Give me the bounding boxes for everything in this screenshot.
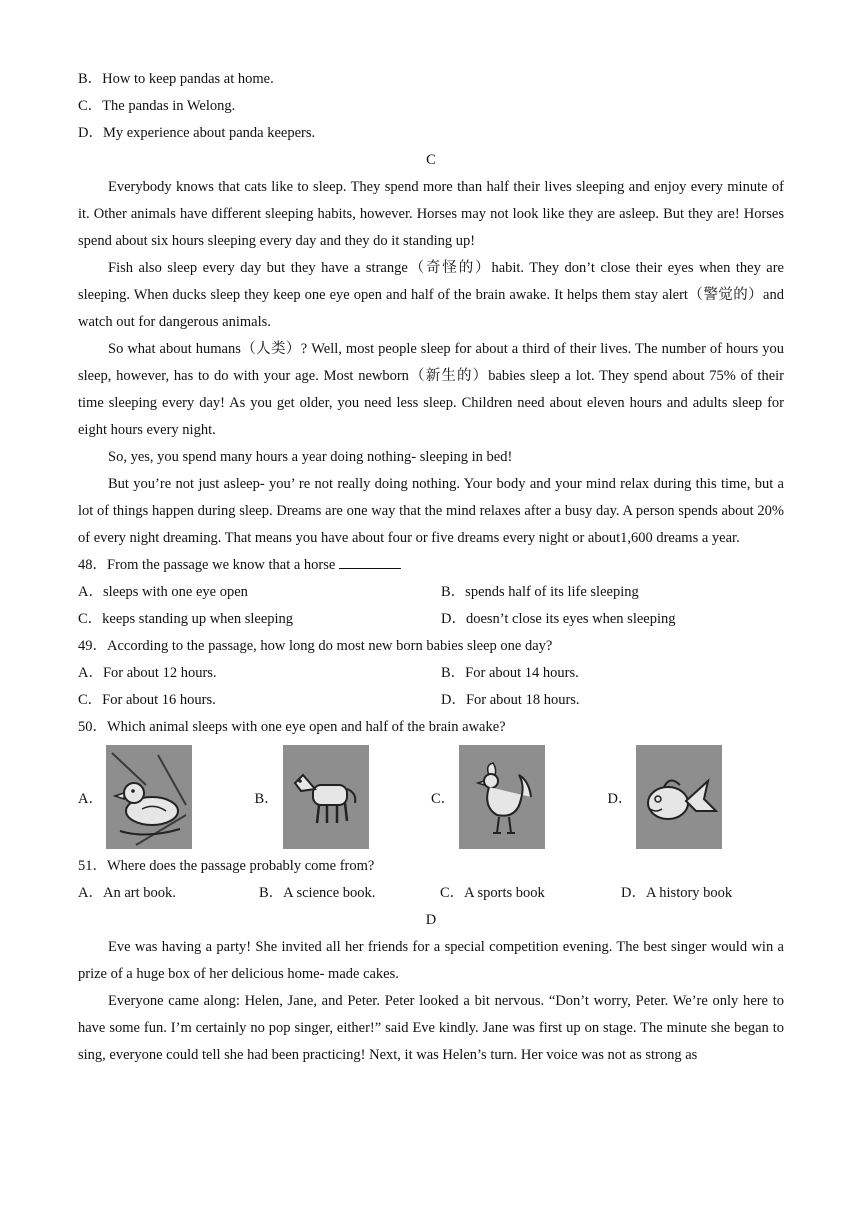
question-49-options-row1 (78, 660, 784, 687)
q50-option-d-label: D． (607, 790, 633, 807)
option-c-previous: C．The pandas in Welong. (78, 98, 236, 114)
option-d-previous: D．My experience about panda keepers. (78, 125, 316, 141)
q48-option-a[interactable]: A．sleeps with one eye open (78, 584, 248, 600)
q48-option-b[interactable]: B．spends half of its life sleeping (441, 584, 639, 600)
section-d-heading: D (425, 912, 437, 928)
passage-c-paragraph: But you’re not just asleep- you’ re not really doing nothing. Your body and your mind relax during this time, but a lot of things happen during sleep. Dreams are one way that the mind relaxes after a busy day. A person spends about 20% of every night dreaming. That means you have about four or five dreams every night or about1,600 dreams a year. (78, 476, 784, 546)
question-48-options-row2 (78, 606, 784, 633)
q51-option-d[interactable]: D．A history book (621, 885, 733, 901)
q50-option-c-label: C． (431, 790, 456, 807)
question-50-picture-options (78, 741, 784, 853)
section-c-heading: C (426, 152, 436, 168)
q48-option-c[interactable]: C．keeps standing up when sleeping (78, 611, 294, 627)
option-b-previous: B．How to keep pandas at home. (78, 71, 274, 87)
fish-icon (636, 745, 722, 849)
q49-option-b[interactable]: B．For about 14 hours. (441, 665, 579, 681)
horse-icon (283, 745, 369, 849)
passage-c-paragraph: Everybody knows that cats like to sleep. They spend more than half their lives sleeping and enjoy every minute of it. Other animals have different sleeping habits, however. Horses may not look like they are asleep. But they are! Horses spend about six hours sleeping every day and they do it standing up! (78, 179, 784, 249)
q51-option-c[interactable]: C．A sports book (440, 885, 545, 901)
duck-icon (106, 745, 192, 849)
q50-option-b-label: B． (254, 790, 279, 807)
q49-option-a[interactable]: A．For about 12 hours. (78, 665, 217, 681)
rooster-icon (459, 745, 545, 849)
q50-option-d[interactable] (608, 745, 785, 849)
question-51-options (78, 880, 784, 907)
question-49-stem: 49．According to the passage, how long do most new born babies sleep one day? (78, 638, 553, 654)
passage-d-paragraph: Everyone came along: Helen, Jane, and Peter. Peter looked a bit nervous. “Don’t worry, Peter. We’re only here to have some fun. I’m certainly no pop singer, either!” said Eve kindly. Jane was first up on stage. The minute she began to sing, everyone could tell she had been practicing! Next, it was Helen’s turn. Her voice was not as strong as (78, 993, 784, 1063)
question-48-stem: 48．From the passage we know that a horse (78, 557, 339, 573)
q50-option-c[interactable] (431, 745, 608, 849)
q48-option-d[interactable]: D．doesn’t close its eyes when sleeping (441, 611, 676, 627)
question-48-options-row1 (78, 579, 784, 606)
question-48 (78, 552, 784, 579)
q49-option-c[interactable]: C．For about 16 hours. (78, 692, 216, 708)
question-50-stem: 50．Which animal sleeps with one eye open and half of the brain awake? (78, 719, 506, 735)
q49-option-d[interactable]: D．For about 18 hours. (441, 692, 580, 708)
passage-c-paragraph: Fish also sleep every day but they have a strange（奇怪的）habit. They don’t close their eyes when they are sleeping. When ducks sleep they keep one eye open and half of the brain awake. It helps them stay alert（警觉的）and watch out for dangerous animals. (78, 260, 784, 330)
passage-d-paragraph: Eve was having a party! She invited all her friends for a special competition evening. The best singer would win a prize of a huge box of her delicious home- made cakes. (78, 939, 784, 982)
q51-option-a[interactable]: A．An art book. (78, 885, 176, 901)
q50-option-b[interactable] (255, 745, 432, 849)
question-49-options-row2 (78, 687, 784, 714)
passage-c-paragraph: So what about humans（人类）? Well, most people sleep for about a third of their lives. The number of hours you sleep, however, has to do with your age. Most newborn（新生的）babies sleep a lot. They spend about 75% of their time sleeping every day! As you get older, you need less sleep. Children need about eleven hours and adults sleep for eight hours every night. (78, 341, 784, 438)
q50-option-a-label: A． (78, 790, 103, 807)
passage-c-paragraph: So, yes, you spend many hours a year doing nothing- sleeping in bed! (108, 449, 513, 465)
page-content (78, 66, 784, 1069)
q50-option-a[interactable] (78, 745, 255, 849)
q51-option-b[interactable]: B．A science book. (259, 885, 376, 901)
answer-blank (339, 553, 401, 569)
question-51-stem: 51．Where does the passage probably come from? (78, 858, 375, 874)
